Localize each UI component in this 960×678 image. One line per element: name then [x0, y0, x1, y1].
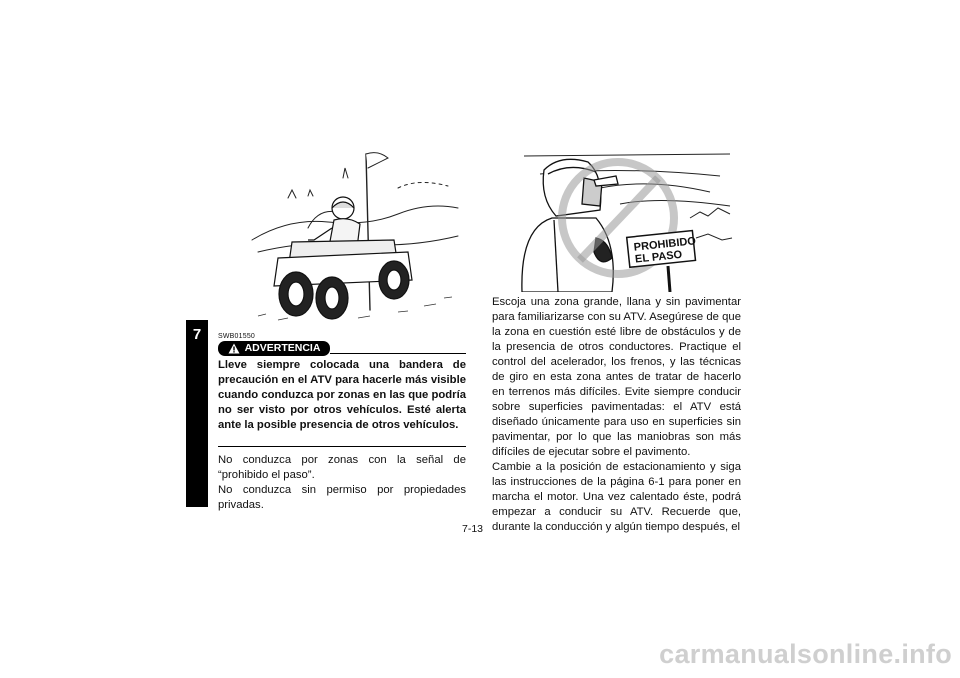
- warning-badge: [218, 341, 330, 356]
- page-number: 7-13: [462, 523, 484, 535]
- chapter-tab: [186, 320, 208, 507]
- right-body: [492, 295, 741, 535]
- warning-triangle-icon: [228, 343, 240, 354]
- left-body: [218, 453, 466, 513]
- atv-flag-illustration: [248, 148, 460, 328]
- chapter-tab-number: 7: [192, 326, 202, 343]
- no-entry-illustration: [500, 148, 740, 292]
- warning-code: SWB01550: [218, 333, 256, 340]
- sign-line-2: EL PASO: [634, 248, 683, 266]
- watermark: carmanualsonline.info: [659, 639, 952, 669]
- warning-bottom-rule: [218, 446, 466, 447]
- right-paragraph: Cambie a la posición de estacionamiento y siga las instrucciones de la página 6-1 para poner en marcha el motor. Una vez calentado éste, podrá empezar a conducir su ATV. Recuerde que, durante la conducción y algún tiempo después, el: [492, 461, 741, 533]
- left-paragraph: No conduzca sin permiso por propiedades privadas.: [218, 484, 466, 511]
- warning-badge-label: ADVERTENCIA: [244, 342, 321, 354]
- warning-header-rule: [330, 353, 466, 354]
- sign-line-1: PROHIBIDO: [633, 235, 697, 254]
- left-paragraph: No conduzca por zonas con la señal de “prohibido el paso”.: [218, 454, 466, 481]
- right-paragraph: Escoja una zona grande, llana y sin pavimentar para familiarizarse con su ATV. Asegúrese de que la zona en cuestión esté libre de obstáculos y de la presencia de otros conductores. Practique el control del acelerador, los frenos, y las técnicas de giro en esta zona antes de tratar de hacerlo en terrenos más difíciles. Evite siempre conducir sobre superficies pavimentadas: el ATV está diseñado únicamente para uso en superficies sin pavimentar, por lo que las maniobras son más difíciles de ejecutar sobre el pavimento.: [492, 296, 741, 458]
- warning-text: Lleve siempre colocada una bandera de precaución en el ATV para hacerle más visible cuando conduzca por zonas en las que podría no ser visto por otros vehículos. Esté alerta ante la posible presencia de otros vehículos.: [218, 359, 466, 431]
